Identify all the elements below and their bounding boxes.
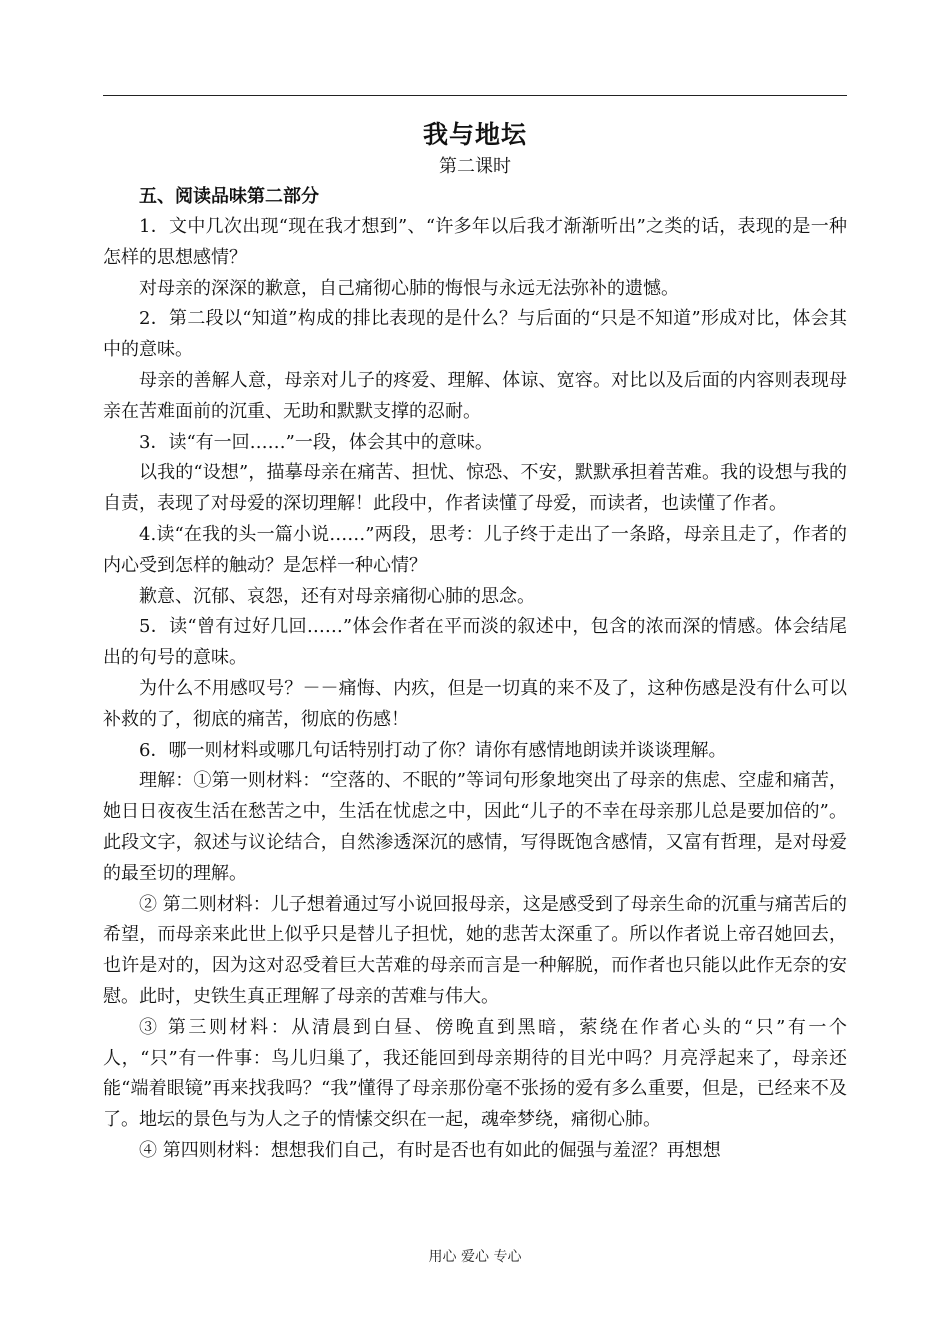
question-3: 3．读“有一回……”一段，体会其中的意味。 xyxy=(139,431,493,453)
answer-3: 以我的“设想”，描摹母亲在痛苦、担忧、惊恐、不安，默默承担着苦难。我的设想与我的自责，表现了对母爱的深切理解！此段中，作者读懂了母爱，而读者，也读懂了作者。 xyxy=(103,462,847,515)
page-footer: 用心 爱心 专心 xyxy=(428,1249,522,1265)
answer-6-material-2: ② 第二则材料：儿子想着通过写小说回报母亲，这是感受到了母亲生命的沉重与痛苦后的希望，而母亲来此世上似乎只是替儿子担忧，她的悲苦太深重了。所以作者说上帝召她回去，也许是对的，因为这对忍受着巨大苦难的母亲而言是一种解脱，而作者也只能以此作无奈的安慰。此时，史铁生真正理解了母亲的苦难与伟大。 xyxy=(103,893,847,1007)
header-rule xyxy=(103,95,847,96)
answer-4: 歉意、沉郁、哀怨，还有对母亲痛彻心肺的思念。 xyxy=(139,585,535,607)
question-6: 6．哪一则材料或哪几句话特别打动了你？请你有感情地朗读并谈谈理解。 xyxy=(139,739,727,761)
page-subtitle: 第二课时 xyxy=(439,156,511,177)
question-2: 2．第二段以“知道”构成的排比表现的是什么？与后面的“只是不知道”形成对比，体会其中的意味。 xyxy=(103,308,847,361)
question-5: 5．读“曾有过好几回……”体会作者在平而淡的叙述中，包含的浓而深的情感。体会结尾出的句号的意味。 xyxy=(103,616,847,669)
answer-1: 对母亲的深深的歉意，自己痛彻心肺的悔恨与永远无法弥补的遗憾。 xyxy=(139,277,679,299)
page-title: 我与地坛 xyxy=(422,120,527,149)
section-heading: 五、阅读品味第二部分 xyxy=(139,186,319,207)
question-1: 1．文中几次出现“现在我才想到”、“许多年以后我才渐渐听出”之类的话，表现的是一种怎样的思想感情？ xyxy=(103,216,847,268)
document-body xyxy=(103,116,847,1167)
answer-6-material-1: 理解：①第一则材料：“空落的、不眠的”等词句形象地突出了母亲的焦虑、空虚和痛苦，她日日夜夜生活在愁苦之中，生活在忧虑之中，因此“儿子的不幸在母亲那儿总是要加倍的”。此段文字，叙述与议论结合，自然渗透深沉的感情，写得既饱含感情，又富有哲理，是对母爱的最至切的理解。 xyxy=(103,770,847,884)
answer-6-material-3: ③ 第三则材料：从清晨到白昼、傍晚直到黑暗，萦绕在作者心头的“只”有一个人，“只”有一件事：鸟儿归巢了，我还能回到母亲期待的目光中吗？月亮浮起来了，母亲还能“端着眼镜”再来找我吗？“我”懂得了母亲那份毫不张扬的爱有多么重要，但是，已经来不及了。地坛的景色与为人之子的情愫交织在一起，魂牵梦绕，痛彻心肺。 xyxy=(103,1016,847,1131)
answer-5: 为什么不用感叹号？－－痛悔、内疚，但是一切真的来不及了，这种伤感是没有什么可以补救的了，彻底的痛苦，彻底的伤感！ xyxy=(103,677,847,730)
answer-6-material-4: ④ 第四则材料：想想我们自己，有时是否也有如此的倔强与羞涩？再想想 xyxy=(139,1139,721,1161)
answer-2: 母亲的善解人意，母亲对儿子的疼爱、理解、体谅、宽容。对比以及后面的内容则表现母亲在苦难面前的沉重、无助和默默支撑的忍耐。 xyxy=(103,369,847,422)
question-4: 4.读“在我的头一篇小说……”两段，思考：儿子终于走出了一条路，母亲且走了，作者的内心受到怎样的触动？是怎样一种心情？ xyxy=(103,523,847,576)
